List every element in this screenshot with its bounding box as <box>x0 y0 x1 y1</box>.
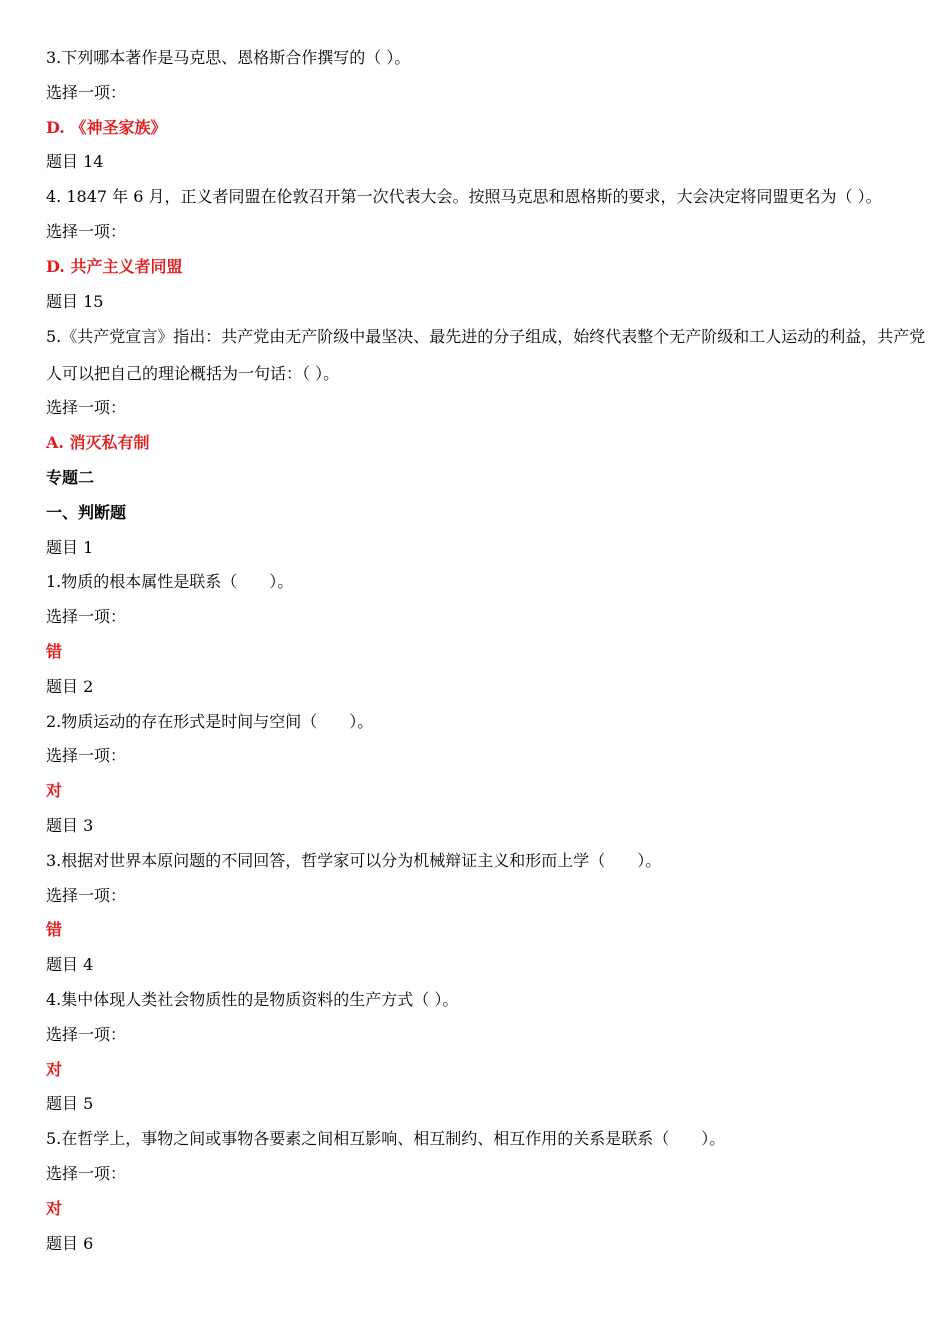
answer-text: D. 共产主义者同盟 <box>46 256 183 276</box>
answer-text: 对 <box>46 1059 63 1079</box>
answer-text: 对 <box>46 1198 63 1218</box>
question-text: 5.《共产党宣言》指出：共产党由无产阶级中最坚决、最先进的分子组成，始终代表整个无产阶级和工人运动的利益，共产党人可以把自己的理论概括为一句话：（ ）。 <box>46 327 926 384</box>
question-number: 题目 1 <box>46 537 94 557</box>
question-number: 题目 14 <box>46 152 104 172</box>
choice-prompt: 选择一项： <box>46 885 127 905</box>
choice-prompt: 选择一项： <box>46 1163 127 1183</box>
choice-prompt: 选择一项： <box>46 746 127 766</box>
answer-text: A. 消灭私有制 <box>46 433 150 453</box>
choice-prompt: 选择一项： <box>46 82 127 102</box>
question-text: 1.物质的根本属性是联系（ ）。 <box>46 572 294 592</box>
answer-text: 错 <box>46 641 63 661</box>
section-heading: 专题二 <box>46 467 95 487</box>
question-text: 5.在哲学上，事物之间或事物各要素之间相互影响、相互制约、相互作用的关系是联系（ ）。 <box>46 1129 726 1149</box>
answer-text: D. 《神圣家族》 <box>46 117 167 137</box>
question-number: 题目 5 <box>46 1094 94 1114</box>
question-text: 4. 1847 年 6 月，正义者同盟在伦敦召开第一次代表大会。按照马克思和恩格斯的要求，大会决定将同盟更名为（ ）。 <box>46 187 882 207</box>
question-number: 题目 15 <box>46 291 104 311</box>
question-number: 题目 6 <box>46 1233 94 1253</box>
choice-prompt: 选择一项： <box>46 1024 127 1044</box>
choice-prompt: 选择一项： <box>46 607 127 627</box>
subsection-heading: 一、判断题 <box>46 502 127 522</box>
question-text: 2.物质运动的存在形式是时间与空间（ ）。 <box>46 711 374 731</box>
question-text: 3.下列哪本著作是马克思、恩格斯合作撰写的（ ）。 <box>46 48 411 67</box>
question-text: 4.集中体现人类社会物质性的是物质资料的生产方式（ ）。 <box>46 989 459 1009</box>
choice-prompt: 选择一项： <box>46 398 127 418</box>
question-number: 题目 2 <box>46 676 94 696</box>
answer-text: 对 <box>46 781 63 801</box>
question-number: 题目 4 <box>46 955 94 975</box>
answer-text: 错 <box>46 920 63 940</box>
choice-prompt: 选择一项： <box>46 221 127 241</box>
question-number: 题目 3 <box>46 815 94 835</box>
question-text: 3.根据对世界本原问题的不同回答，哲学家可以分为机械辩证主义和形而上学（ ）。 <box>46 850 662 870</box>
document-page <box>46 48 926 1268</box>
